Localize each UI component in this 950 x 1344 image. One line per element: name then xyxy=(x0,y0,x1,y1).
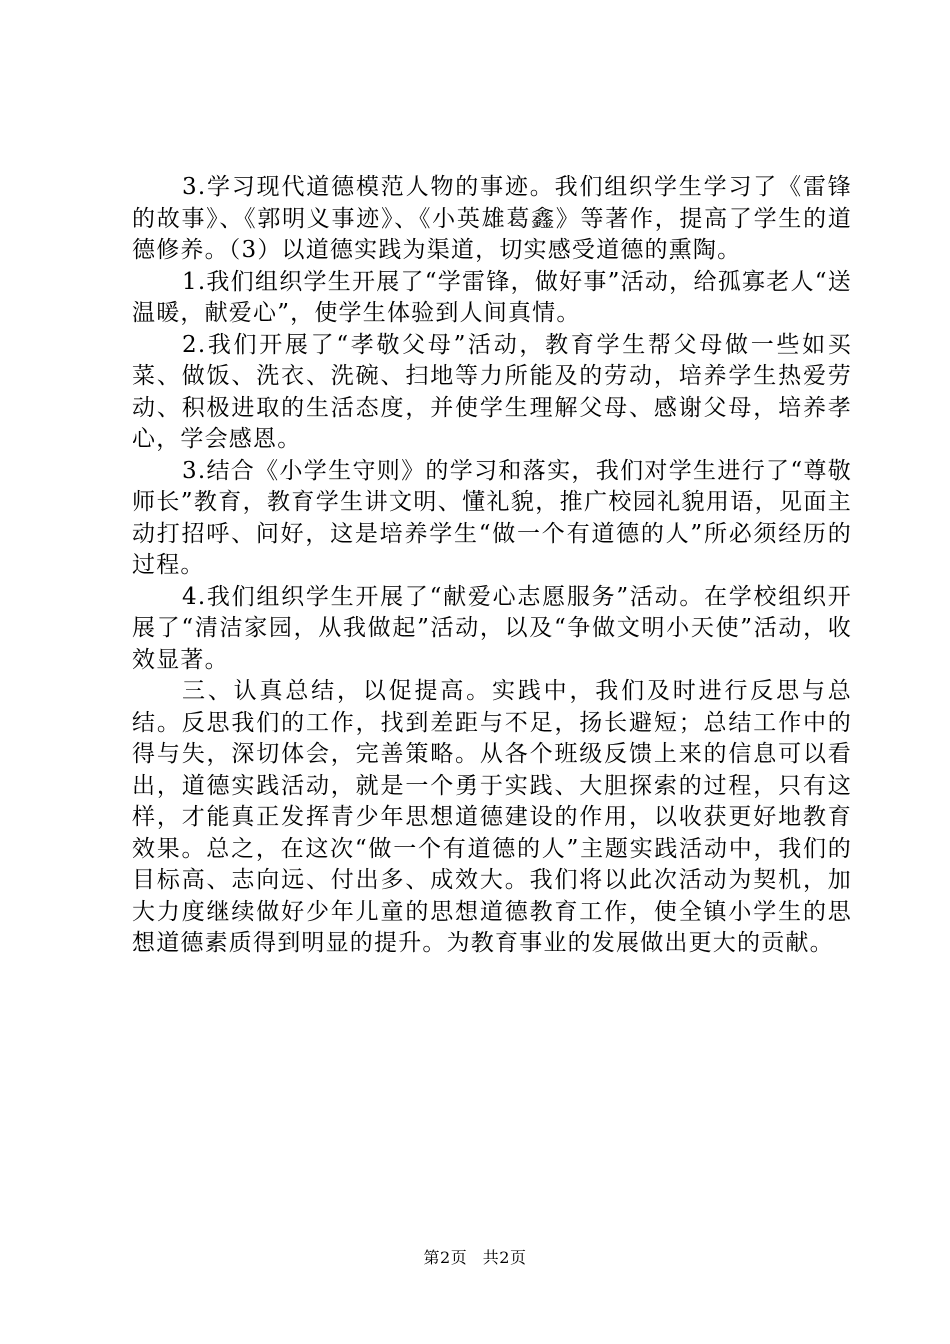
page-number-total: 共2页 xyxy=(482,1248,527,1267)
document-body xyxy=(132,172,852,960)
page-footer xyxy=(0,1245,950,1268)
paragraph-item-1-learn-leifeng: 1.我们组织学生开展了“学雷锋，做好事”活动，给孤寡老人“送温暖，献爱心”，使学生体验到人间真情。 xyxy=(132,268,852,326)
paragraph-item-2-filial-piety: 2.我们开展了“孝敬父母”活动，教育学生帮父母做一些如买菜、做饭、洗衣、洗碗、扫地等力所能及的劳动，培养学生热爱劳动、积极进取的生活态度，并使学生理解父母、感谢父母，培养孝心，学会感恩。 xyxy=(132,331,852,452)
paragraph-item-3-moral-models: 3.学习现代道德模范人物的事迹。我们组织学生学习了《雷锋的故事》、《郭明义事迹》、《小英雄葛鑫》等著作，提高了学生的道德修养。（3）以道德实践为渠道，切实感受道德的熏陶。 xyxy=(132,174,852,263)
paragraph-item-4-volunteer-service: 4.我们组织学生开展了“献爱心志愿服务”活动。在学校组织开展了“清洁家园，从我做起”活动，以及“争做文明小天使”活动，收效显著。 xyxy=(132,583,852,673)
page-number-current: 第2页 xyxy=(423,1248,468,1267)
paragraph-item-3-respect-teachers: 3.结合《小学生守则》的学习和落实，我们对学生进行了“尊敬师长”教育，教育学生讲文明、懂礼貌，推广校园礼貌用语，见面主动打招呼、问好，这是培养学生“做一个有道德的人”所必须经历的过程。 xyxy=(132,457,852,578)
paragraph-section-3-summary: 三、认真总结，以促提高。实践中，我们及时进行反思与总结。反思我们的工作，找到差距与不足，扬长避短；总结工作中的得与失，深切体会，完善策略。从各个班级反馈上来的信息可以看出，道德实践活动，就是一个勇于实践、大胆探索的过程，只有这样，才能真正发挥青少年思想道德建设的作用，以收获更好地教育效果。总之，在这次“做一个有道德的人”主题实践活动中，我们的目标高、志向远、付出多、成效大。我们将以此次活动为契机，加大力度继续做好少年儿童的思想道德教育工作，使全镇小学生的思想道德素质得到明显的提升。为教育事业的发展做出更大的贡献。 xyxy=(132,678,852,956)
